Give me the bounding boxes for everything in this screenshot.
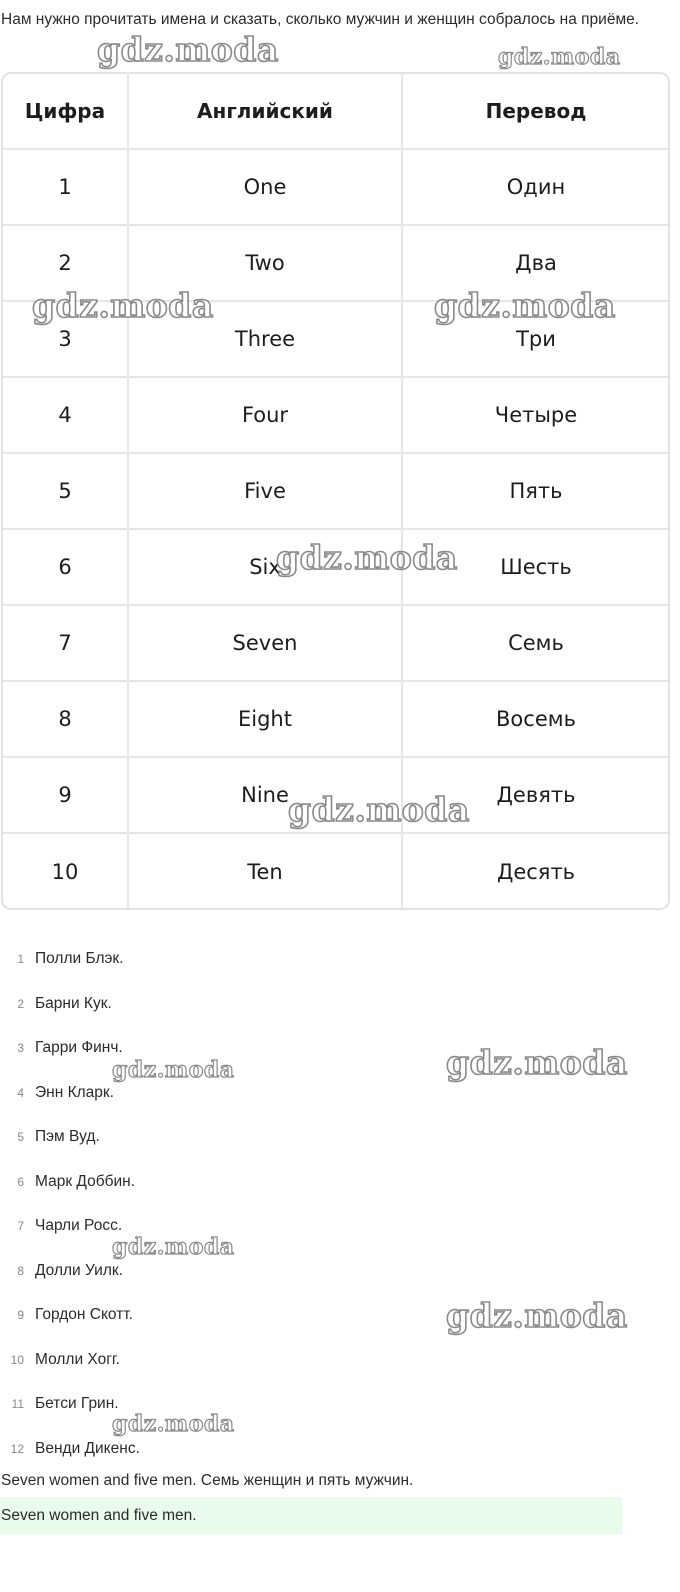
cell-english: Five [244,479,286,503]
table-row [3,150,668,226]
watermark: gdz.moda [446,1043,628,1082]
list-number: 9 [17,1308,24,1322]
list-number: 6 [17,1174,24,1189]
list-number: 12 [10,1441,24,1456]
list-text: Молли Хогг. [35,1350,120,1368]
cell-english: Three [234,327,296,351]
watermark: gdz.moda [434,286,616,325]
cell-digit: 2 [58,251,72,275]
watermark: gdz.moda [446,1296,628,1335]
cell-digit: 9 [58,783,72,807]
watermark: gdz.moda [276,538,458,577]
cell-translation: Десять [496,860,576,884]
cell-english: Eight [238,707,292,731]
list-number: 11 [11,1397,24,1411]
list-item [0,938,680,982]
cell-english: Nine [241,783,289,807]
list-number: 3 [17,1041,24,1055]
cell-digit: 5 [58,479,72,503]
header-translation: Перевод [485,99,587,123]
watermark: gdz.moda [112,1411,235,1437]
cell-translation: Пять [509,479,563,503]
watermark: gdz.moda [498,44,621,70]
table-row [3,606,668,682]
list-text: Гордон Скотт. [35,1306,133,1323]
list-number: 1 [17,952,24,966]
list-number: 5 [17,1130,24,1144]
watermark: gdz.moda [288,790,470,829]
cell-digit: 8 [58,707,72,731]
cell-translation: Девять [496,783,576,807]
list-item [0,983,680,1027]
cell-translation: Четыре [494,403,578,427]
cell-english: One [243,175,287,199]
header-digit: Цифра [24,99,106,123]
list-item [0,1383,680,1427]
answer-highlight: Seven women and five men. [0,1497,622,1534]
list-text: Энн Кларк. [35,1083,114,1101]
answer-text: Seven women and five men. Семь женщин и пять мужчин. [1,1472,414,1489]
cell-english: Six [249,555,281,579]
table-row [3,454,668,530]
list-text: Чарли Росс. [35,1217,123,1234]
list-text: Долли Уилк. [35,1261,123,1279]
table-row [3,834,668,910]
list-item [0,1250,680,1294]
table-row [3,302,668,378]
watermark: gdz.moda [32,286,214,325]
watermark: gdz.moda [112,1057,235,1083]
cell-translation: Два [515,251,557,275]
cell-translation: Три [516,327,556,351]
list-text: Бетси Грин. [35,1395,119,1412]
list-text: Барни Кук. [35,994,112,1012]
numbers-table [1,72,670,910]
cell-digit: 6 [58,555,72,579]
watermark: gdz.moda [97,30,279,69]
table-row [3,378,668,454]
cell-translation: Шесть [500,555,572,579]
list-item [0,1339,680,1383]
table-header-row [3,74,668,150]
list-item [0,1294,680,1338]
cell-translation: Один [506,175,566,199]
cell-english: Two [245,251,285,275]
list-text: Гарри Финч. [35,1039,123,1056]
table-row [3,682,668,758]
cell-digit: 7 [58,631,72,655]
cell-english: Ten [247,860,283,884]
header-english: Английский [197,99,333,123]
list-item [0,1027,680,1071]
list-text: Венди Дикенс. [35,1439,140,1457]
cell-digit: 1 [58,175,72,199]
list-item [0,1116,680,1160]
cell-translation: Семь [508,631,564,655]
list-number: 8 [17,1263,24,1278]
cell-digit: 3 [58,327,72,351]
list-number: 7 [17,1219,24,1233]
table-row [3,758,668,834]
table-row [3,226,668,302]
list-number: 4 [17,1085,24,1100]
list-item [0,1205,680,1249]
table-row [3,530,668,606]
cell-digit: 4 [58,403,72,427]
list-text: Марк Доббин. [35,1172,135,1190]
list-text: Пэм Вуд. [35,1128,100,1145]
cell-english: Four [241,403,289,427]
list-item [0,1161,680,1205]
list-item [0,1072,680,1116]
intro-text: Нам нужно прочитать имена и сказать, сколько мужчин и женщин собралось на приёме. [1,11,640,28]
watermark: gdz.moda [112,1234,235,1260]
list-text: Полли Блэк. [35,950,124,967]
list-number: 10 [10,1352,24,1367]
cell-translation: Восемь [496,707,576,731]
cell-english: Seven [232,631,298,655]
list-number: 2 [17,996,24,1011]
list-item [0,1428,680,1472]
cell-digit: 10 [51,860,79,884]
